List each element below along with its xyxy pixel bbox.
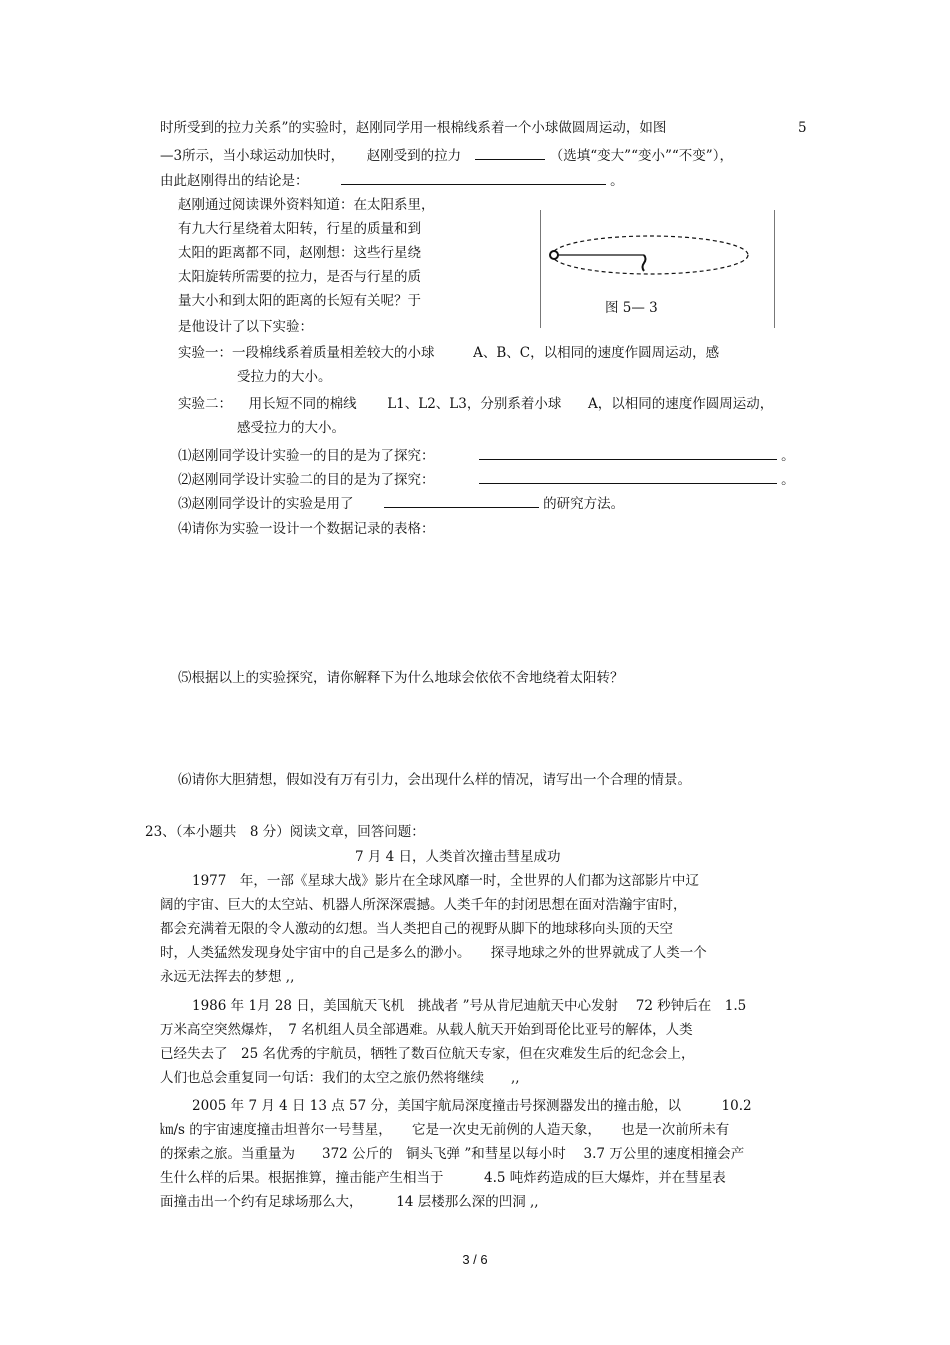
paragraph-1-line-4: 时，人类猛然发现身处宇宙中的自己是多么的渺小。 探寻地球之外的世界就成了人类一个 (160, 945, 707, 961)
article-title: 7 月 4 日，人类首次撞击彗星成功 (355, 849, 561, 865)
paragraph-2-line-2: 万米高空突然爆炸， 7 名机组人员全部遇难。从载人航天开始到哥伦比亚号的解体，人类 (160, 1022, 693, 1038)
figure-caption: 图 5— 3 (605, 300, 658, 316)
sub-question-5: ⑸根据以上的实验探究，请你解释下为什么地球会依依不舍地绕着太阳转？ (178, 670, 624, 686)
experiment-1-line-1: 实验一：一段棉线系着质量相差较大的小球 A、B、C，以相同的速度作圆周运动，感 (178, 345, 720, 361)
reading-line-5: 量大小和到太阳的距离的长短有关呢？于 (178, 293, 421, 309)
paragraph-1-line-1: 1977 年，一部《星球大战》影片在全球风靡一时，全世界的人们都为这部影片中辽 (192, 873, 699, 889)
paragraph-2-line-3: 已经失去了 25 名优秀的宇航员，牺牲了数百位航天专家，但在灾难发生后的纪念会上， (160, 1046, 695, 1062)
q22-intro-line-1: 时所受到的拉力关系”的实验时，赵刚同学用一根棉线系着一个小球做圆周运动，如图 (160, 120, 667, 136)
answer-blank-force[interactable] (475, 145, 545, 160)
ball (550, 251, 558, 259)
paragraph-3-line-2: ㎞/s 的宇宙速度撞击坦普尔一号彗星， 它是一次史无前例的人造天象， 也是一次前所未有 (160, 1122, 730, 1138)
q22-figure-ref-number: 5 (798, 120, 807, 136)
answer-blank-1[interactable] (479, 445, 777, 460)
sub-question-1: ⑴赵刚同学设计实验一的目的是为了探究： 。 (178, 445, 795, 466)
reading-line-6: 是他设计了以下实验： (178, 319, 313, 335)
paragraph-3-line-1: 2005 年 7 月 4 日 13 点 57 分，美国宇航局深度撞击号探测器发出的撞击舱，以 10.2 (192, 1098, 752, 1114)
hand (643, 255, 646, 271)
paragraph-3-line-4: 生什么样的后果。根据推算，撞击能产生相当于 4.5 吨炸药造成的巨大爆炸，并在彗星表 (160, 1170, 726, 1186)
paragraph-3-line-5: 面撞击出一个约有足球场那么大， 14 层楼那么深的凹洞 ,, (160, 1194, 539, 1210)
paragraph-1-line-2: 阔的宇宙、巨大的太空站、机器人所深深震撼。人类千年的封闭思想在面对浩瀚宇宙时， (160, 897, 687, 913)
circular-motion-diagram (541, 210, 774, 290)
experiment-1-line-2: 受拉力的大小。 (237, 369, 332, 385)
sub-question-2: ⑵赵刚同学设计实验二的目的是为了探究： 。 (178, 469, 795, 490)
paragraph-3-line-3: 的探索之旅。当重量为 372 公斤的 铜头飞弹 ”和彗星以每小时 3.7 万公里的速度相撞会产 (160, 1146, 745, 1162)
sub-question-3: ⑶赵刚同学设计的实验是用了 的研究方法。 (178, 493, 624, 514)
reading-line-4: 太阳旋转所需要的拉力，是否与行星的质 (178, 269, 421, 285)
sub-question-4: ⑷请你为实验一设计一个数据记录的表格： (178, 521, 435, 537)
paragraph-1-line-3: 都会充满着无限的令人激动的幻想。当人类把自己的视野从脚下的地球移向头顶的天空 (160, 921, 673, 937)
paragraph-2-line-4: 人们也总会重复同一句话：我们的太空之旅仍然将继续 ,, (160, 1070, 520, 1086)
answer-blank-3[interactable] (384, 493, 539, 508)
page-number: 3 / 6 (462, 1252, 488, 1267)
paragraph-1-line-5: 永远无法挥去的梦想 ,, (160, 969, 295, 985)
experiment-2-line-1: 实验二： 用长短不同的棉线 L1、L2、L3，分别系着小球 A，以相同的速度作圆周运动， (178, 396, 774, 412)
reading-line-1: 赵刚通过阅读课外资料知道：在太阳系里， (178, 197, 435, 213)
answer-blank-2[interactable] (479, 469, 777, 484)
sub-question-6: ⑹请你大胆猜想，假如没有万有引力，会出现什么样的情况，请写出一个合理的情景。 (178, 772, 691, 788)
q22-intro-line-3: 由此赵刚得出的结论是： 。 (160, 170, 624, 191)
paragraph-2-line-1: 1986 年 1月 28 日，美国航天飞机 挑战者 ”号从肯尼迪航天中心发射 72 秒钟后在 1.5 (192, 998, 747, 1014)
q23-header: 23、（本小题共 8 分）阅读文章，回答问题： (145, 824, 425, 840)
q22-intro-line-2: —3所示，当小球运动加快时， 赵刚受到的拉力 （选填“变大”“变小”“不变”）， (160, 145, 733, 166)
reading-line-3: 太阳的距离都不同，赵刚想：这些行星绕 (178, 245, 421, 261)
answer-blank-conclusion[interactable] (341, 170, 606, 185)
experiment-2-line-2: 感受拉力的大小。 (237, 420, 345, 436)
reading-line-2: 有九大行星绕着太阳转，行星的质量和到 (178, 221, 421, 237)
